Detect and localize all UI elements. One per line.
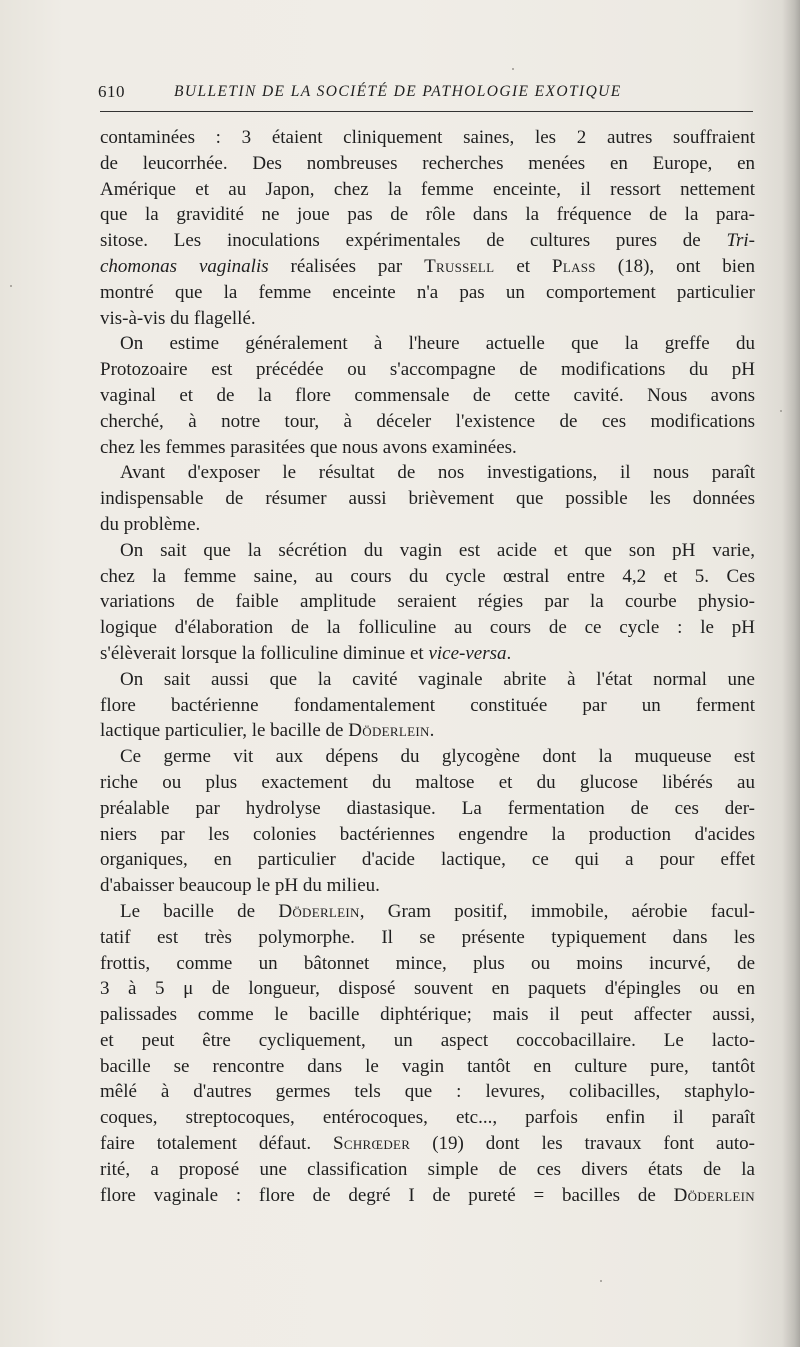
- text-line: palissades comme le bacille diphtérique; mais il peut affecter aussi,: [100, 1004, 755, 1026]
- author-name: Trussell: [424, 255, 495, 277]
- text-line: [100, 1131, 755, 1157]
- paper-speck: [10, 285, 12, 287]
- text-run: flore vaginale : flore de degré I de pureté = bacilles de: [100, 1184, 674, 1206]
- binding-shadow: [782, 0, 800, 1347]
- page-number: 610: [98, 82, 125, 101]
- text-run: sitose. Les inoculations expérimentales de cultures pures de: [100, 230, 727, 252]
- text-line: frottis, comme un bâtonnet mince, plus ou moins incurvé, de: [100, 952, 755, 974]
- text-line: de leucorrhée. Des nombreuses recherches menées en Europe, en: [100, 152, 755, 174]
- author-name: Schrœder: [333, 1133, 411, 1155]
- text-run: Le bacille de: [120, 900, 279, 922]
- text-run: .: [429, 720, 435, 742]
- text-run: s'élèverait lorsque la folliculine diminue et: [100, 642, 429, 664]
- text-line: [100, 718, 755, 744]
- text-run: et: [494, 255, 552, 277]
- text-line: chez la femme saine, au cours du cycle œstral entre 4,2 et 5. Ces: [100, 565, 755, 587]
- text-line: [100, 228, 755, 254]
- author-name: Döderlein: [673, 1184, 755, 1206]
- text-line: Amérique et au Japon, chez la femme enceinte, il ressort nettement: [100, 178, 755, 200]
- text-line: vis-à-vis du flagellé.: [100, 307, 256, 329]
- text-line: contaminées : 3 étaient cliniquement saines, les 2 autres souffraient: [100, 127, 755, 148]
- text-line: du problème.: [100, 513, 201, 535]
- text-run: faire totalement défaut.: [100, 1133, 334, 1155]
- author-name: Döderlein: [348, 720, 430, 742]
- text-line: mêlé à d'autres germes tels que : levures, colibacilles, staphylo-: [100, 1081, 755, 1103]
- paragraph-start: On estime généralement à l'heure actuelle que la greffe du: [120, 333, 755, 355]
- text-line: et peut être cycliquement, un aspect coccobacillaire. Le lacto-: [100, 1029, 755, 1051]
- italic-run: vice-versa: [428, 642, 507, 664]
- text-line: Protozoaire est précédée ou s'accompagne de modifications du pH: [100, 359, 755, 381]
- author-name: Plass: [551, 255, 596, 277]
- paper-speck: [600, 1280, 602, 1282]
- text-line: niers par les colonies bactériennes engendre la production d'acides: [100, 823, 755, 845]
- text-line: vaginal et de la flore commensale de cette cavité. Nous avons: [100, 384, 755, 406]
- text-line: que la gravidité ne joue pas de rôle dans la fréquence de la para-: [100, 204, 755, 226]
- paragraph-start: Avant d'exposer le résultat de nos investigations, il nous paraît: [120, 462, 755, 484]
- text-line: [100, 641, 755, 667]
- paragraph-start: Ce germe vit aux dépens du glycogène dont la muqueuse est: [120, 746, 755, 768]
- paragraph-start: [100, 899, 755, 925]
- text-line: organiques, en particulier d'acide lactique, ce qui a pour effet: [100, 849, 755, 871]
- text-line: indispensable de résumer aussi brièvement que possible les données: [100, 488, 755, 510]
- text-line: bacille se rencontre dans le vagin tantôt en culture pure, tantôt: [100, 1055, 755, 1077]
- species-name: chomonas vaginalis: [100, 255, 269, 277]
- text-line: rité, a proposé une classification simple de ces divers états de la: [100, 1158, 755, 1180]
- text-line: d'abaisser beaucoup le pH du milieu.: [100, 875, 380, 897]
- text-line: coques, streptocoques, entérocoques, etc..., parfois enfin il paraît: [100, 1107, 755, 1129]
- paper-speck: [512, 68, 514, 70]
- paragraph-start: On sait que la sécrétion du vagin est acide et que son pH varie,: [120, 539, 755, 561]
- italic-run: Tri-: [726, 230, 755, 252]
- text-line: tatif est très polymorphe. Il se présente typiquement dans les: [100, 926, 755, 948]
- author-name: Döderlein: [278, 900, 360, 922]
- text-run: réalisées par: [268, 255, 425, 277]
- text-run: , Gram positif, immobile, aérobie facul-: [359, 900, 755, 922]
- text-line: montré que la femme enceinte n'a pas un comportement particulier: [100, 281, 755, 303]
- paragraph-start: On sait aussi que la cavité vaginale abrite à l'état normal une: [120, 668, 755, 690]
- body-text: [100, 125, 755, 1208]
- text-line: 3 à 5 μ de longueur, disposé souvent en paquets d'épingles ou en: [100, 978, 755, 1000]
- text-line: chez les femmes parasitées que nous avons examinées.: [100, 436, 517, 458]
- text-line: [100, 1183, 755, 1209]
- header-rule: [100, 111, 753, 112]
- text-line: riche ou plus exactement du maltose et du glucose libérés au: [100, 771, 755, 793]
- text-run: (19) dont les travaux font auto-: [410, 1133, 756, 1155]
- text-line: [100, 254, 755, 280]
- running-title: BULLETIN DE LA SOCIÉTÉ DE PATHOLOGIE EXOTIQUE: [174, 83, 622, 100]
- text-run: (18), ont bien: [595, 255, 755, 277]
- text-run: lactique particulier, le bacille de: [100, 720, 349, 742]
- text-line: cherché, à notre tour, à déceler l'existence de ces modifications: [100, 410, 755, 432]
- text-line: variations de faible amplitude seraient régies par la courbe physio-: [100, 591, 755, 613]
- text-line: flore bactérienne fondamentalement constituée par un ferment: [100, 694, 755, 716]
- text-run: .: [506, 642, 512, 664]
- running-header: [98, 82, 758, 106]
- text-line: préalable par hydrolyse diastasique. La fermentation de ces der-: [100, 797, 755, 819]
- text-line: logique d'élaboration de la folliculine au cours de ce cycle : le pH: [100, 617, 755, 639]
